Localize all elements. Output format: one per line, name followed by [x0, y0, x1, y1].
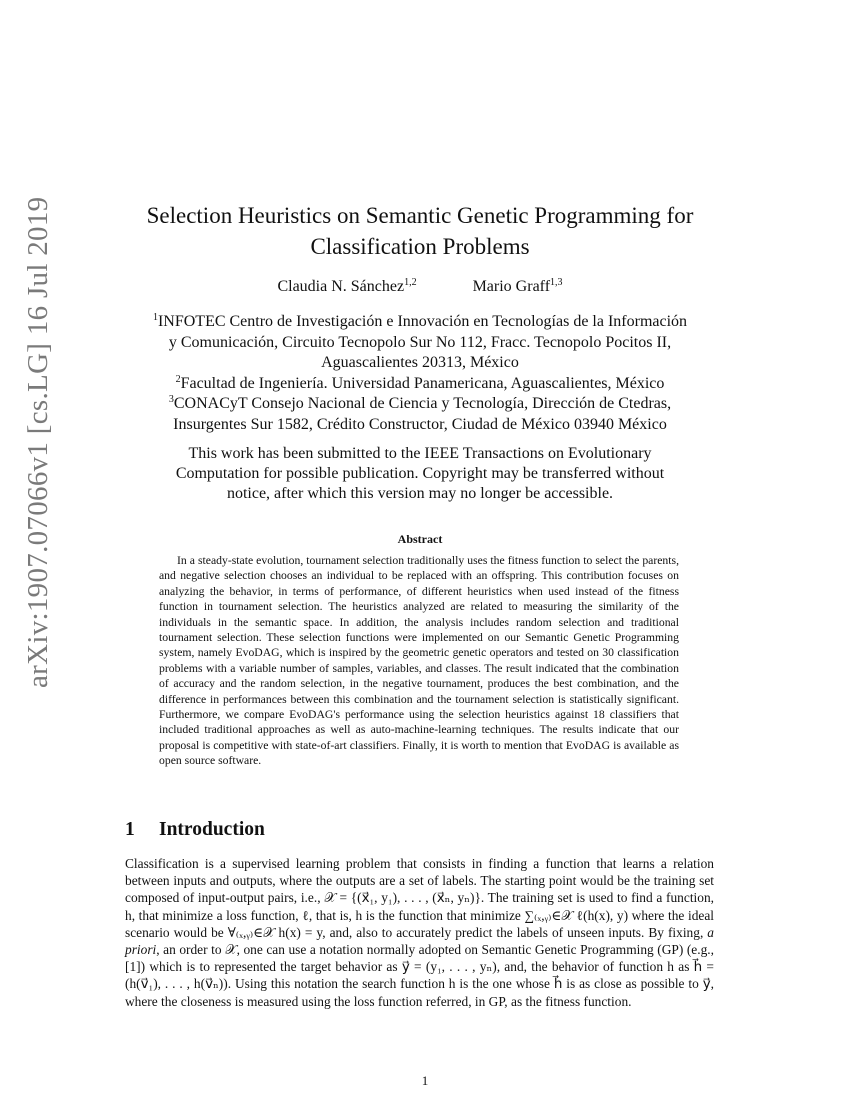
introduction-paragraph [125, 855, 714, 1010]
intro-text-part: Classification is a supervised learning problem that consists in finding a function that learns a relation between inputs and outputs, where the outputs are a set of labels. The starting point would be the training set composed of input-output pairs, i.e., 𝒳 = {(x⃗₁, y₁), . . . , (x⃗ₙ, yₙ)}. The training set is used to find a function, h, that minimize a loss function, ℓ, that is, h is the function that minimize ∑₍ₓ,ᵧ₎∈𝒳 ℓ(h(x), y) where the ideal scenario would be ∀₍ₓ,ᵧ₎∈𝒳 h(x) = y, and, also to accurately predict the labels of unseen inputs. By fixing, [125, 856, 714, 940]
affiliations [100, 312, 740, 435]
author-affiliation-mark: 1,3 [550, 277, 563, 288]
affiliation-line: Insurgentes Sur 1582, Crédito Constructor, Ciudad de México 03940 México [173, 415, 667, 433]
paper-title [100, 200, 740, 262]
affiliation-mark: 1 [152, 312, 158, 323]
abstract-text: In a steady-state evolution, tournament selection traditionally uses the fitness function to select the parents, and negative selection chooses an individual to be replaced with an offspring. This contribution focuses on analyzing the behavior, in terms of performance, of different heuristics when used instead of the fitness function in tournament selection. The heuristics analyzed are related to measuring the similarity of the individuals in the semantic space. In addition, the analysis includes random selection and traditional tournament selection. These selection functions were implemented on our Semantic Genetic Programming system, namely EvoDAG, which is inspired by the geometric genetic operators and tested on 30 classification problems with a variable number of samples, variables, and classes. The result indicated that the combination of accuracy and the random selection, in the negative tournament, produces the best combination, and the difference in performances between this combination and the tournament selection is statistically significant. Furthermore, we compare EvoDAG's performance using the selection heuristics against 18 classifiers that included traditional approaches as well as auto-machine-learning techniques. The results indicate that our proposal is competitive with state-of-art classifiers. Finally, it is worth to mention that EvoDAG is available as open source software. [159, 554, 679, 768]
section-number: 1 [125, 819, 135, 840]
page-number: 1 [421, 1073, 429, 1088]
affiliation-mark: 2 [175, 373, 181, 385]
author-affiliation-mark: 1,2 [404, 277, 417, 288]
author [473, 278, 563, 296]
affiliation-line: $^3$CONACyT Consejo Nacional de Ciencia y Tecnología, Dirección de Ctedras, [168, 394, 672, 412]
arxiv-identifier: arXiv:1907.07066v1 [cs.LG] 16 Jul 2019 [22, 196, 54, 688]
notice-line: Computation for possible publication. Copyright may be transferred without [175, 465, 665, 482]
affiliation-line: $^1$INFOTEC Centro de Investigación e Innovación en Tecnologías de la Información [152, 312, 688, 330]
section-heading [125, 819, 265, 841]
intro-italic-term: a priori [125, 924, 714, 958]
author-name: Claudia N. Sánchez [277, 278, 405, 295]
affiliation-line: $^2$Facultad de Ingeniería. Universidad Panamericana, Aguascalientes, México [175, 373, 665, 392]
section-title: Introduction [159, 819, 265, 840]
title-line: Classification Problems [310, 234, 530, 259]
intro-text-part: , an order to 𝒳, one can use a notation normally adopted on Semantic Genetic Programming (GP) (e.g., [1]) which is to represented the target behavior as y⃗ = (y₁, . . . , yₙ), and, the behavior of function h as h⃗ = (h(v⃗₁), . . . , h(v⃗ₙ)). Using this notation the search function h is the one whose h⃗ is as close as possible to y⃗, where the closeness is measured using the loss function referred, in GP, as the fitness function. [125, 942, 714, 1009]
notice-line: This work has been submitted to the IEEE Transactions on Evolutionary [188, 445, 652, 462]
author [277, 278, 416, 296]
title-line: Selection Heuristics on Semantic Genetic Programming for [146, 203, 694, 228]
affiliation-line: Aguascalientes 20313, México [321, 354, 519, 371]
abstract-heading: Abstract [397, 532, 443, 546]
affiliation-mark: 3 [168, 394, 174, 405]
author-name: Mario Graff [472, 278, 551, 295]
author-list [100, 278, 740, 296]
notice-line: notice, after which this version may no longer be accessible. [226, 485, 614, 502]
affiliation-line: y Comunicación, Circuito Tecnopolo Sur No 112, Fracc. Tecnopolo Pocitos II, [168, 333, 672, 351]
submission-notice [100, 444, 740, 504]
